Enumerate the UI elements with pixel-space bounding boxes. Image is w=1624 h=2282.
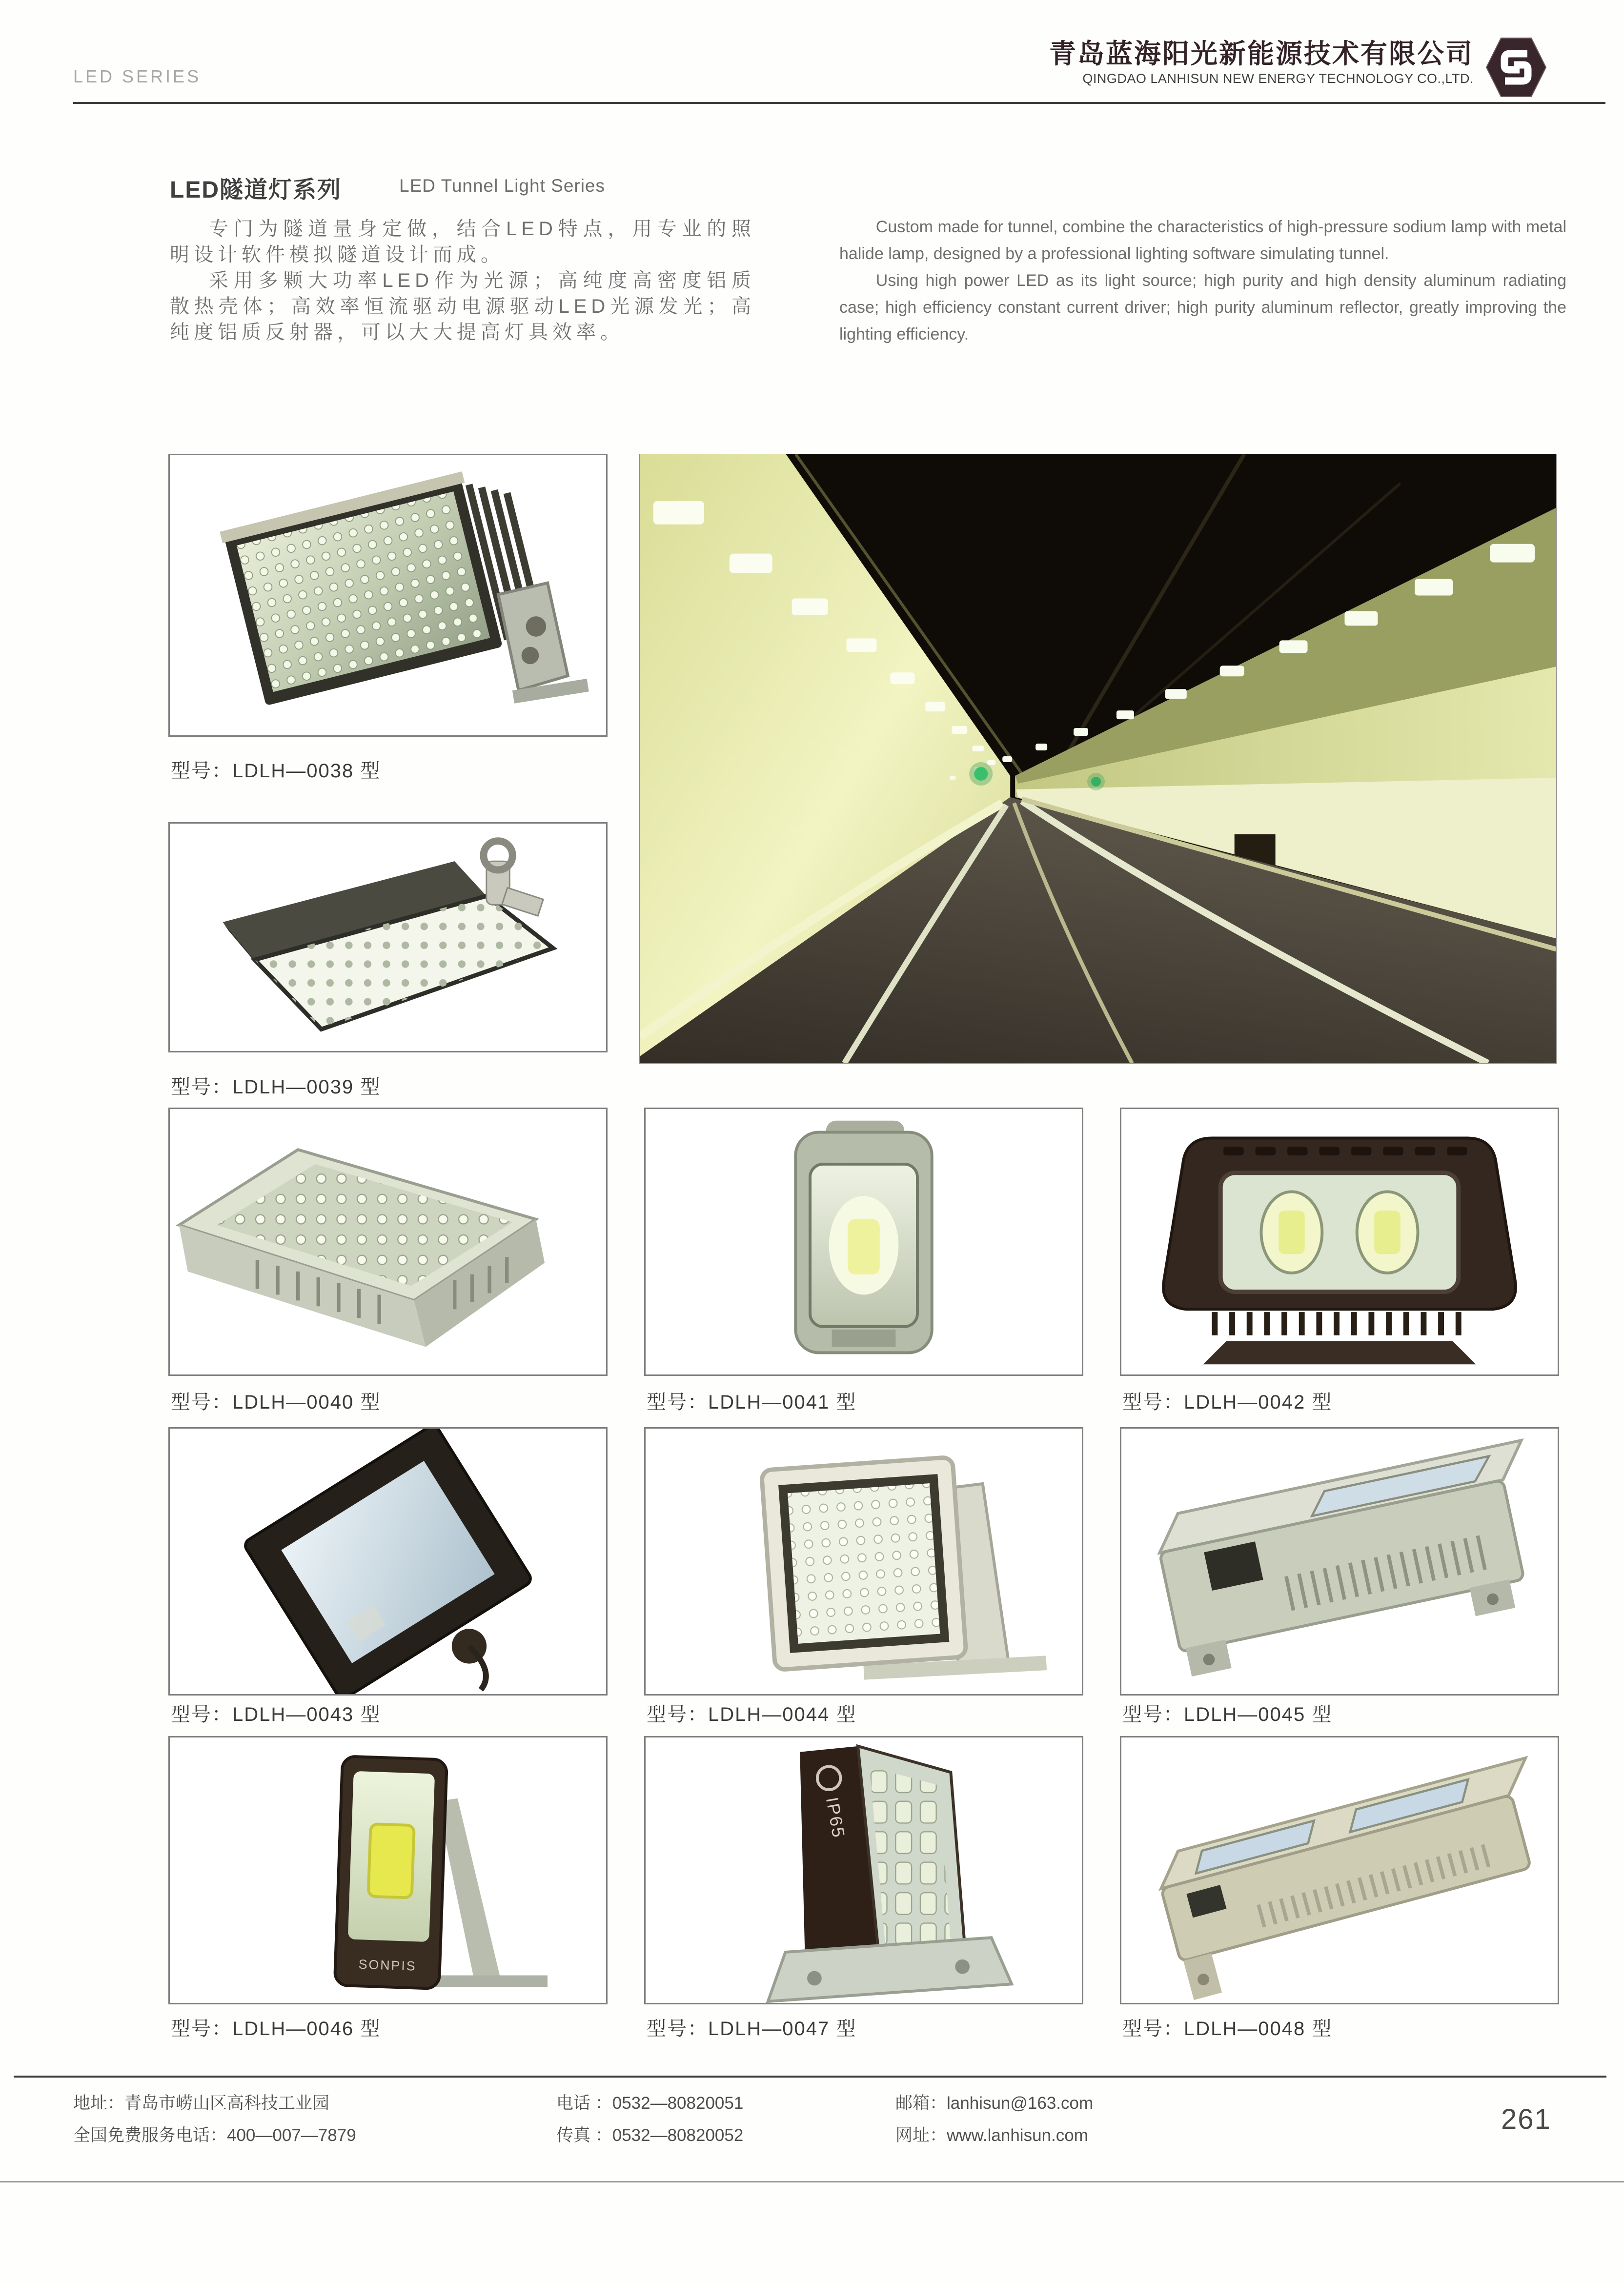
model-label-ldlh-0040: 型号：LDLH—0040 型 [171, 1392, 381, 1413]
footer-rule [14, 2076, 1606, 2078]
model-label-ldlh-0046: 型号：LDLH—0046 型 [171, 2018, 381, 2040]
footer-fax: 传真 ：0532—80820052 [556, 2126, 744, 2145]
mounting-bracket [498, 583, 589, 704]
model-label-ldlh-0038: 型号：LDLH—0038 型 [171, 760, 381, 782]
product-image-ldlh-0045 [1120, 1427, 1559, 1696]
product-image-ldlh-0038 [168, 454, 608, 737]
description-en-p2: Using high power LED as its light source; high purity and high density aluminum radiating case; high efficiency constant current driver; high purity aluminum reflector, greatly improving the lighting efficiency. [839, 271, 1566, 343]
description-cn-p1: 专门为隧道量身定做，结合LED特点，用专业的照明设计软件模拟隧道设计而成。 [170, 218, 755, 265]
footer-address: 地址：青岛市崂山区高科技工业园 [73, 2094, 330, 2113]
footer-website: 网址：www.lanhisun.com [895, 2126, 1088, 2145]
company-logo-icon [1485, 37, 1547, 98]
product-image-ldlh-0047 [644, 1736, 1083, 2004]
page-title-cn: LED隧道灯系列 [170, 177, 342, 203]
footer-phone: 电话 ：0532—80820051 [556, 2094, 744, 2113]
led-array [788, 1483, 940, 1644]
brand-text: SONPIS [358, 1957, 417, 1974]
footer-address-block [73, 2087, 356, 2152]
cob-led [848, 1219, 879, 1274]
model-label-ldlh-0044: 型号：LDLH—0044 型 [647, 1704, 857, 1725]
mounting-bracket [1203, 1341, 1476, 1365]
footer-hotline: 全国免费服务电话：400—007—7879 [73, 2126, 356, 2145]
company-name-cn: 青岛蓝海阳光新能源技术有限公司 [1049, 39, 1474, 69]
floodlight-body [761, 1457, 966, 1670]
floodlight-body [220, 461, 546, 706]
footer-phone-block [556, 2087, 743, 2152]
bottom-rule [0, 2181, 1624, 2182]
floodlight-body [1163, 1138, 1516, 1364]
floodlight-body [335, 1756, 447, 1989]
model-label-ldlh-0042: 型号：LDLH—0042 型 [1122, 1392, 1333, 1413]
footer-email: 邮箱：lanhisun@163.com [895, 2094, 1094, 2113]
product-image-ldlh-0048 [1120, 1736, 1559, 2004]
model-label-ldlh-0045: 型号：LDLH—0045 型 [1122, 1704, 1333, 1725]
product-image-ldlh-0046 [168, 1736, 608, 2004]
floodlight-body [795, 1121, 932, 1353]
footer-web-block [895, 2087, 1093, 2152]
model-label-ldlh-0047: 型号：LDLH—0047 型 [647, 2018, 857, 2040]
ip65-text: IP65 [822, 1796, 849, 1840]
linear-fixture-body [1152, 1440, 1555, 1677]
model-label-ldlh-0039: 型号：LDLH—0039 型 [171, 1076, 381, 1098]
box-fixture-body [179, 1150, 545, 1347]
description-cn-p2: 采用多颗大功率LED作为光源；高纯度高密度铝质散热壳体；高效率恒流驱动电源驱动LED光源发光；高纯度铝质反射器，可以大大提高灯具效率。 [170, 270, 755, 343]
model-label-ldlh-0048: 型号：LDLH—0048 型 [1122, 2018, 1333, 2040]
description-en-p1: Custom made for tunnel, combine the characteristics of high-pressure sodium lamp with metal halide lamp, designed by a professional lighting software simulating tunnel. [839, 218, 1566, 263]
product-image-ldlh-0039 [168, 822, 608, 1052]
product-image-ldlh-0044 [644, 1427, 1083, 1696]
model-label-ldlh-0041: 型号：LDLH—0041 型 [647, 1392, 857, 1413]
header-rule [73, 102, 1605, 104]
description-cn [170, 216, 755, 345]
cob-led [368, 1824, 414, 1898]
page-title-en: LED Tunnel Light Series [399, 176, 606, 196]
company-header [732, 39, 1474, 86]
product-image-ldlh-0042 [1120, 1108, 1559, 1376]
series-label: LED SERIES [73, 66, 202, 86]
glass-panel [1220, 1173, 1459, 1292]
product-image-ldlh-0040 [168, 1108, 608, 1376]
hanging-bracket [484, 841, 543, 916]
page-number: 261 [1501, 2103, 1551, 2135]
mounting-bracket [768, 1938, 1012, 2001]
model-label-ldlh-0043: 型号：LDLH—0043 型 [171, 1704, 381, 1725]
company-name-en: QINGDAO LANHISUN NEW ENERGY TECHNOLOGY CO.,LTD. [1082, 71, 1474, 86]
product-image-ldlh-0043 [168, 1427, 608, 1696]
cob-led-1 [1279, 1211, 1305, 1254]
tunnel-green-light-2 [1091, 777, 1101, 787]
description-en [839, 214, 1566, 348]
tunnel-photo [639, 454, 1557, 1064]
heatsink-fins [1215, 1312, 1458, 1335]
product-image-ldlh-0041 [644, 1108, 1083, 1376]
cob-led-2 [1374, 1211, 1401, 1254]
linear-fixture-body [1153, 1758, 1558, 2001]
tunnel-green-light-1 [974, 767, 988, 781]
floodlight-body [243, 1429, 533, 1694]
